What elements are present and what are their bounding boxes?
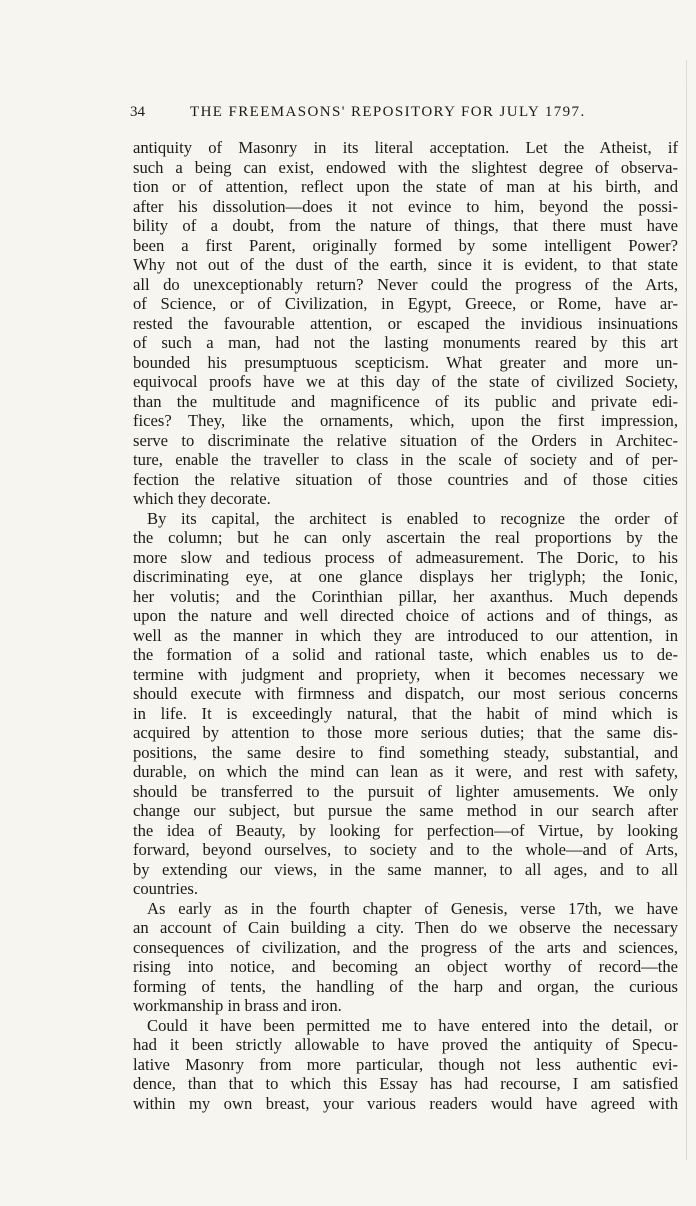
text-line: had it been strictly allowable to have proved the antiquity of Specu- [133, 1035, 678, 1054]
text-line: of such a man, had not the lasting monuments reared by this art [133, 333, 678, 352]
text-line: well as the manner in which they are introduced to our attention, in [133, 625, 678, 645]
text-line: acquired by attention to those more serious duties; that the same dis- [133, 723, 678, 742]
running-head [130, 104, 690, 121]
text-line: should be transferred to the pursuit of lighter amusements. We only [133, 781, 678, 801]
text-line: the formation of a solid and rational taste, which enables us to de- [133, 645, 678, 664]
text-line: fection the relative situation of those countries and of those cities [133, 469, 678, 489]
text-line: the idea of Beauty, by looking for perfection—of Virtue, by looking [133, 820, 678, 840]
text-line: such a being can exist, endowed with the slightest degree of observa- [133, 157, 678, 177]
text-line: bounded his presumptuous scepticism. What greater and more un- [133, 352, 678, 372]
text-line: the column; but he can only ascertain the real proportions by the [133, 528, 678, 547]
text-line: Why not out of the dust of the earth, since it is evident, to that state [133, 255, 678, 274]
text-line: should execute with firmness and dispatch, our most serious concerns [133, 684, 678, 703]
text-line: which they decorate. [133, 489, 271, 508]
text-line: consequences of civilization, and the progress of the arts and sciences, [133, 937, 678, 957]
text-line: of Science, or of Civilization, in Egypt, Greece, or Rome, have ar- [133, 294, 678, 313]
text-line: equivocal proofs have we at this day of the state of civilized Society, [133, 372, 678, 391]
text-line: fices? They, like the ornaments, which, upon the first impression, [133, 411, 678, 430]
text-line: workmanship in brass and iron. [133, 996, 342, 1015]
text-line: than the multitude and magnificence of its public and private edi- [133, 391, 678, 411]
text-line: by extending our views, in the same manner, to all ages, and to all [133, 859, 678, 879]
text-line: ture, enable the traveller to class in the scale of society and of per- [133, 450, 678, 469]
text-line: lative Masonry from more particular, though not less authentic evi- [133, 1054, 678, 1074]
page-number: 34 [130, 104, 145, 120]
text-line: As early as in the fourth chapter of Genesis, verse 17th, we have [147, 898, 678, 918]
text-line: an account of Cain building a city. Then do we observe the necessary [133, 918, 678, 937]
text-line: in life. It is exceedingly natural, that the habit of mind which is [133, 703, 678, 723]
text-line: rising into notice, and becoming an object worthy of record—the [133, 957, 678, 976]
text-line: forward, beyond ourselves, to society and to the whole—and of Arts, [133, 840, 678, 859]
text-line: durable, on which the mind can lean as it were, and rest with safety, [133, 762, 678, 781]
text-line: serve to discriminate the relative situation of the Orders in Architec- [133, 430, 678, 450]
text-line: change our subject, but pursue the same method in our search after [133, 801, 678, 820]
text-line: By its capital, the architect is enabled to recognize the order of [147, 508, 678, 528]
text-line: positions, the same desire to find something steady, substantial, and [133, 742, 678, 762]
text-line: antiquity of Masonry in its literal acceptation. Let the Atheist, if [133, 138, 678, 157]
text-line: tion or of attention, reflect upon the state of man at his birth, and [133, 177, 678, 196]
text-line: termine with judgment and propriety, when it becomes necessary we [133, 664, 678, 684]
text-line: more slow and tedious process of admeasurement. The Doric, to his [133, 547, 678, 567]
text-line: all do unexceptionably return? Never could the progress of the Arts, [133, 274, 678, 294]
running-title: THE FREEMASONS' REPOSITORY FOR JULY 1797. [190, 104, 586, 120]
text-line: Could it have been permitted me to have entered into the detail, or [147, 1015, 678, 1035]
text-line: dence, than that to which this Essay has had recourse, I am satisfied [133, 1074, 678, 1093]
text-line: bility of a doubt, from the nature of things, that there must have [133, 216, 678, 235]
body-text [133, 138, 678, 1113]
text-line: rested the favourable attention, or escaped the invidious insinuations [133, 313, 678, 333]
text-line: forming of tents, the handling of the harp and organ, the curious [133, 976, 678, 996]
text-line: her volutis; and the Corinthian pillar, her axanthus. Much depends [133, 586, 678, 606]
text-line: after his dissolution—does it not evince to him, beyond the possi- [133, 196, 678, 216]
text-line: been a first Parent, originally formed by some intelligent Power? [133, 235, 678, 255]
text-line: discriminating eye, at one glance displays her triglyph; the Ionic, [133, 567, 678, 586]
page-edge-shadow [686, 60, 687, 1160]
text-line: countries. [133, 879, 198, 898]
text-line: upon the nature and well directed choice of actions and of things, as [133, 606, 678, 625]
text-line: within my own breast, your various readers would have agreed with [133, 1093, 678, 1113]
